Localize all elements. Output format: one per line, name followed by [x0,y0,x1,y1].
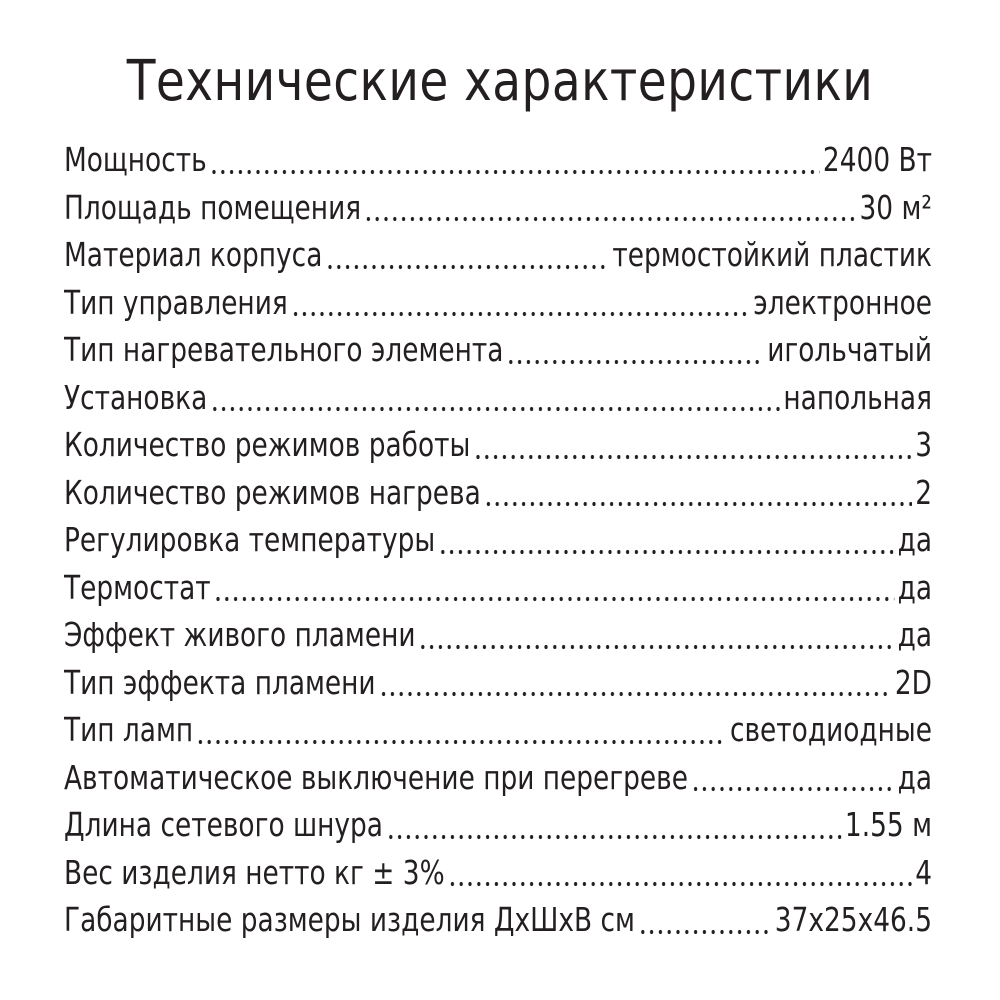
spec-value: да [897,520,932,560]
dot-leader [484,472,912,512]
spec-name: Габаритные размеры изделия ДхШхВ см [64,900,635,940]
spec-value: светодиодные [729,710,932,750]
spec-value: игольчатый [767,330,932,370]
spec-row-body-material [64,231,936,279]
spec-name: Тип эффекта пламени [64,662,376,702]
dot-leader [386,805,842,845]
dot-leader [214,567,895,607]
spec-value: да [897,757,932,797]
dot-leader [210,377,780,417]
dot-leader [448,852,912,892]
spec-value: термостойкий пластик [612,235,932,275]
spec-value: да [897,615,932,655]
spec-name: Количество режимов нагрева [64,472,481,512]
spec-value: 30 м² [859,187,932,227]
dot-leader [691,757,894,797]
dot-leader [507,330,764,370]
spec-name: Тип управления [64,282,288,322]
spec-name: Автоматическое выключение при перегреве [64,757,688,797]
spec-row-overheat-shutoff [64,754,936,802]
spec-value: напольная [783,377,932,417]
spec-list [64,136,936,944]
dot-leader [474,425,912,465]
spec-name: Вес изделия нетто кг ± 3% [64,852,445,892]
spec-name: Эффект живого пламени [64,615,416,655]
spec-name: Мощность [64,140,207,180]
spec-row-flame-effect [64,611,936,659]
dot-leader [210,140,820,180]
dot-leader [364,187,856,227]
spec-row-installation [64,374,936,422]
spec-row-net-weight [64,849,936,897]
spec-value: 4 [915,852,932,892]
spec-name: Площадь помещения [64,187,362,227]
spec-name: Установка [64,377,208,417]
dot-leader [379,662,892,702]
spec-value: да [897,567,932,607]
spec-row-thermostat [64,564,936,612]
spec-value: 2 [915,472,932,512]
spec-value: 3 [915,425,932,465]
spec-name: Термостат [64,567,211,607]
dot-leader [419,615,895,655]
spec-row-room-area [64,184,936,232]
spec-row-lamp-type [64,706,936,754]
dot-leader [291,282,750,322]
spec-name: Тип нагревательного элемента [64,330,504,370]
spec-row-heating-element [64,326,936,374]
spec-row-dimensions [64,896,936,944]
spec-value: 37x25x46.5 [774,900,932,940]
spec-name: Длина сетевого шнура [64,805,383,845]
dot-leader [196,710,726,750]
dot-leader [326,235,610,275]
spec-row-temperature-control [64,516,936,564]
page-title: Технические характеристики [126,49,874,114]
spec-row-power [64,136,936,184]
dot-leader [438,520,894,560]
spec-row-control-type [64,279,936,327]
spec-value: 1.55 м [844,805,932,845]
spec-row-cord-length [64,801,936,849]
spec-value: 2D [894,662,932,702]
spec-row-operating-modes [64,421,936,469]
dot-leader [638,900,771,940]
spec-name: Количество режимов работы [64,425,471,465]
spec-value: электронное [753,282,932,322]
spec-value: 2400 Вт [822,140,932,180]
spec-name: Тип ламп [64,710,194,750]
spec-name: Регулировка температуры [64,520,436,560]
spec-row-heating-modes [64,469,936,517]
spec-name: Материал корпуса [64,235,323,275]
spec-row-flame-effect-type [64,659,936,707]
